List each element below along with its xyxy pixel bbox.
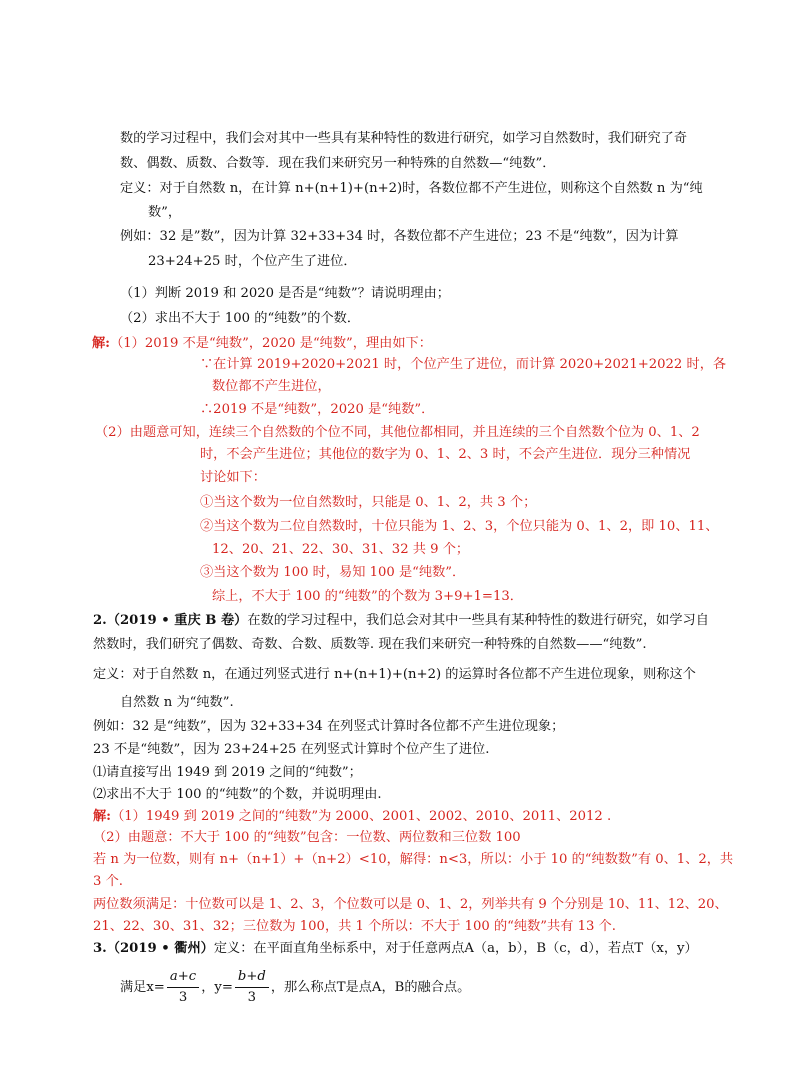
fraction-y	[235, 967, 269, 1008]
question-1: ⑴请直接写出 1949 到 2019 之间的“纯数”；	[93, 765, 362, 780]
solution-text: （1）2019 不是“纯数”，2020 是“纯数”，理由如下：	[110, 336, 432, 351]
formula-text: 满足x=	[120, 980, 165, 995]
question-2: （2）求出不大于 100 的“纯数”的个数．	[120, 311, 361, 326]
fraction-numerator: b+d	[235, 967, 269, 988]
solution-line: 若 n 为一位数，则有 n+（n+1）+（n+2）<10，解得：n<3，所以：小于 10 的“纯数数”有 0、1、2，共	[93, 852, 734, 867]
text-line: 23+24+25 时，个位产生了进位．	[148, 254, 357, 269]
solution-line: ②当这个数为二位自然数时，十位只能为 1、2、3，个位只能为 0、1、2，即 10、11、	[200, 519, 719, 534]
solution-line	[93, 808, 611, 826]
solution-line: ∴2019 不是“纯数”，2020 是“纯数”．	[200, 402, 435, 417]
solution-line: 21、22、30、31、32；三位数为 100，共 1 个所以：不大于 100 的“纯数”共有 13 个.	[93, 919, 616, 934]
fraction-x	[167, 967, 199, 1008]
solution-line: （2）由题意：不大于 100 的“纯数”包含：一位数、两位数和三位数 100	[93, 830, 521, 845]
example-line: 23 不是“纯数”，因为 23+24+25 在列竖式计算时个位产生了进位.	[93, 742, 490, 757]
formula-line	[120, 966, 470, 1010]
solution-line: 数位都不产生进位，	[212, 379, 331, 394]
example-line: 例如：32 是”数”，因为计算 32+33+34 时，各数位都不产生进位；23 不是“纯数”，因为计算	[120, 229, 679, 244]
solution-line: 综上，不大于 100 的“纯数”的个数为 3+9+1=13．	[212, 589, 523, 604]
question-2: ⑵求出不大于 100 的“纯数”的个数，并说明理由.	[93, 787, 382, 802]
text-line: 然数时，我们研究了偶数、奇数、合数、质数等. 现在我们来研究一种特殊的自然数——“纯数”.	[93, 637, 647, 652]
text-line: 自然数 n 为“纯数”.	[120, 695, 234, 710]
solution-line: 讨论如下：	[200, 470, 266, 485]
problem-3-text: 定义：在平面直角坐标系中，对于任意两点A（a，b），B（c，d），若点T（x，y）	[213, 941, 698, 956]
formula-text: ，y=	[201, 980, 233, 995]
question-1: （1）判断 2019 和 2020 是否是“纯数”？请说明理由；	[120, 286, 450, 301]
formula-text: ，那么称点T是点A，B的融合点。	[270, 980, 471, 995]
problem-3-line	[93, 940, 698, 958]
solution-text: （1）1949 到 2019 之间的“纯数”为 2000、2001、2002、2010、2011、2012 .	[111, 809, 612, 824]
solution-line	[92, 335, 432, 353]
solution-line: ∵在计算 2019+2020+2021 时，个位产生了进位，而计算 2020+2021+2022 时，各	[200, 357, 727, 372]
definition-line: 定义：对于自然数 n，在通过列竖式进行 n+(n+1)+(n+2) 的运算时各位都不产生进位现象，则称这个	[93, 667, 696, 682]
fraction-denominator: 3	[247, 990, 257, 1005]
solution-line: 3 个.	[93, 874, 123, 889]
fraction-numerator: a+c	[167, 967, 199, 988]
solution-line: 两位数须满足：十位数可以是 1、2、3，个位数可以是 0、1、2，列举共有 9 个分别是 10、11、12、20、	[93, 897, 728, 912]
solution-line: 12、20、21、22、30、31、32 共 9 个；	[212, 542, 470, 557]
solution-label: 解:	[92, 336, 111, 351]
problem-2-source: 2.（2019 • 重庆 B 卷）	[93, 613, 248, 628]
solution-label: 解:	[93, 809, 112, 824]
solution-line: （2）由题意可知，连续三个自然数的个位不同，其他位都相同，并且连续的三个自然数个位为 0、1、2	[95, 425, 700, 440]
solution-line: ①当这个数为一位自然数时，只能是 0、1、2，共 3 个；	[200, 495, 537, 510]
definition-line: 定义：对于自然数 n，在计算 n+(n+1)+(n+2)时，各数位都不产生进位，则称这个自然数 n 为“纯	[120, 181, 703, 196]
problem-3-source: 3.（2019 • 衢州）	[93, 941, 214, 956]
solution-line: ③当这个数为 100 时，易知 100 是“纯数”．	[200, 565, 466, 580]
problem-2-text: 在数的学习过程中，我们总会对其中一些具有某种特性的数进行研究，如学习自	[247, 613, 709, 628]
text-line: 数的学习过程中，我们会对其中一些具有某种特性的数进行研究，如学习自然数时，我们研究了奇	[120, 131, 688, 146]
text-line: 数”，	[148, 205, 182, 220]
solution-line: 时，不会产生进位；其他位的数字为 0、1、2、3 时，不会产生进位．现分三种情况	[200, 447, 691, 462]
example-line: 例如：32 是“纯数”，因为 32+33+34 在列竖式计算时各位都不产生进位现象；	[93, 719, 565, 734]
text-line: 数、偶数、质数、合数等．现在我们来研究另一种特殊的自然数—“纯数”．	[120, 156, 556, 171]
fraction-denominator: 3	[178, 990, 188, 1005]
problem-2-line	[93, 612, 709, 630]
